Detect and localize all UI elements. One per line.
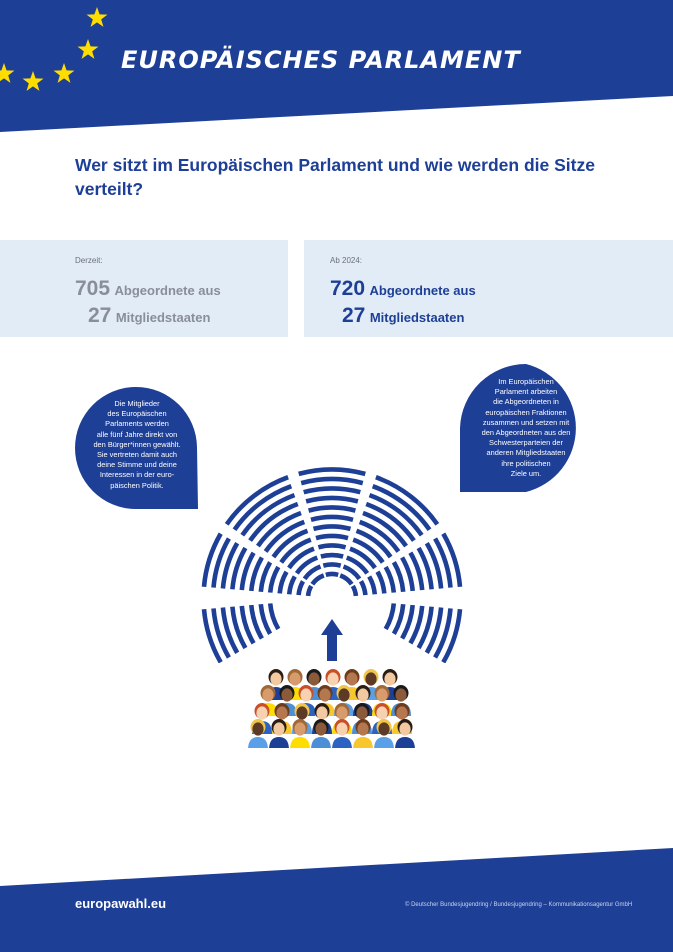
bubble-line: zusammen und setzen mit: [482, 417, 570, 427]
bubble-line: den Abgeordneten aus den: [481, 428, 571, 438]
seat-row: [369, 577, 375, 595]
seat-row: [361, 581, 365, 595]
seat-row: [270, 567, 278, 593]
seat-row: [306, 498, 358, 501]
deputies-text: Abgeordnete aus: [369, 283, 476, 298]
deputies-count: 720: [330, 277, 366, 300]
seat-row: [323, 564, 340, 565]
bubble-line: Ziele um.: [510, 468, 542, 478]
stat-states-current: [88, 304, 210, 328]
deputies-text: Abgeordnete aus: [114, 283, 221, 298]
seat-row: [289, 577, 295, 595]
states-count: 27: [342, 304, 366, 327]
stat-label-current: Derzeit:: [75, 256, 103, 265]
parliament-hemicycle-icon: [195, 463, 470, 663]
seat-row: [312, 575, 324, 584]
stat-box-2024: [304, 240, 673, 337]
header-title: EUROPÄISCHES PARLAMENT: [121, 46, 521, 74]
bubble-line: Schwesterparteien der: [489, 438, 563, 448]
bubble-line: den Bürger*innen gewählt.: [93, 439, 181, 449]
bubble-line: päischen Politik.: [110, 480, 164, 490]
seat-row: [326, 574, 338, 575]
bubble-line: deine Stimme und deine: [97, 460, 177, 470]
citizens-crowd-icon: [248, 666, 418, 748]
bubble-line: Interessen in der euro-: [99, 470, 175, 480]
seat-row: [316, 536, 348, 538]
bubble-text-left: [78, 399, 196, 491]
seat-row: [301, 479, 363, 483]
seat-row: [299, 470, 366, 474]
seat-row: [311, 517, 353, 520]
bubble-line: Parlament arbeiten: [494, 387, 558, 397]
seat-row: [363, 513, 406, 546]
bubble-line: alle fünf Jahre direkt von: [96, 429, 178, 439]
seat-row: [299, 581, 303, 595]
seat-row: [340, 575, 352, 584]
footer-url[interactable]: europawahl.eu: [75, 896, 167, 911]
stat-deputies-current: [75, 277, 221, 301]
eu-stars-icon: [0, 0, 120, 110]
stat-label-2024: Ab 2024:: [330, 256, 363, 265]
seat-row: [378, 572, 385, 594]
bubble-line: europäischen Fraktionen: [485, 407, 567, 417]
footer-credit: © Deutscher Bundesjugendring / Bundesjugendring – Kommunikationsagentur GmbH: [405, 902, 633, 908]
seat-row: [321, 555, 343, 556]
arrow-up-icon: [321, 619, 343, 661]
seat-row: [309, 508, 356, 511]
seat-row: [304, 488, 361, 492]
stat-box-current: [0, 240, 288, 337]
stat-deputies-2024: [330, 277, 476, 301]
bubble-text-right: [462, 377, 590, 479]
seat-row: [270, 603, 278, 629]
stat-states-2024: [342, 304, 464, 328]
bubble-line: Im Europäischen: [498, 377, 554, 386]
states-text: Mitgliedstaaten: [369, 310, 465, 325]
bubble-line: Sie vertreten damit auch: [96, 450, 178, 460]
seat-row: [353, 586, 356, 596]
deputies-count: 705: [75, 277, 111, 300]
bubble-line: die Abgeordneten in: [493, 397, 559, 407]
bubble-line: Die Mitglieder: [114, 399, 160, 408]
bubble-line: Parlaments werden: [105, 419, 169, 429]
states-count: 27: [88, 304, 112, 327]
seat-row: [258, 513, 301, 546]
states-text: Mitgliedstaaten: [115, 310, 211, 325]
seat-row: [366, 504, 414, 541]
seat-row: [280, 572, 287, 594]
bubble-line: anderen Mitgliedstaaten: [486, 448, 566, 458]
bubble-line: des Europäischen: [107, 409, 167, 419]
seat-row: [250, 504, 298, 541]
seat-row: [314, 526, 351, 528]
seat-row: [308, 586, 311, 596]
seat-row: [318, 546, 345, 548]
seat-row: [386, 603, 394, 629]
page-question: Wer sitzt im Europäischen Parlament und wie werden die Sitze verteilt?: [75, 155, 595, 199]
bubble-line: ihre politischen: [501, 458, 551, 468]
seat-row: [386, 567, 394, 593]
